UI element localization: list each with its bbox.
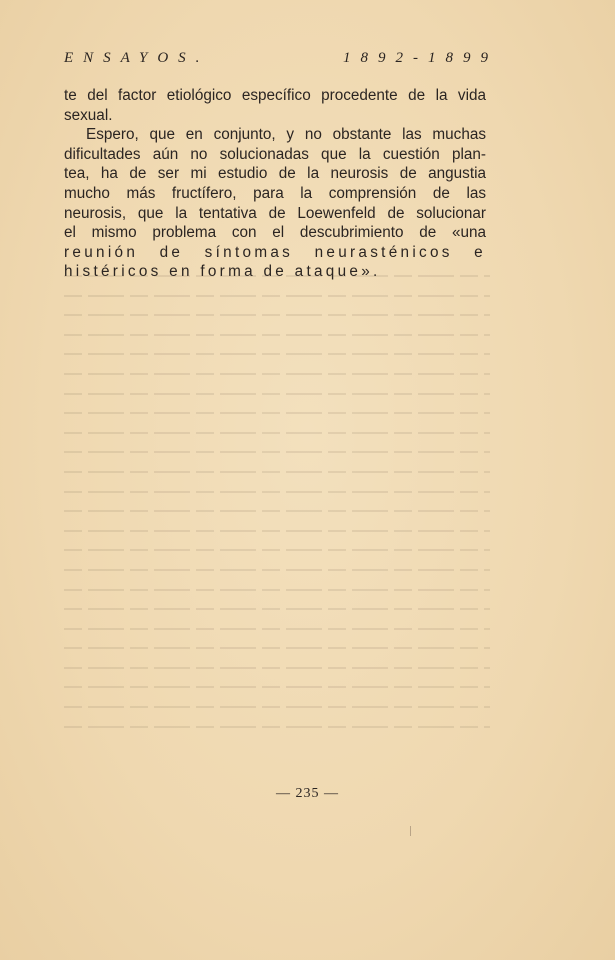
running-head-title: ENSAYOS.: [64, 50, 210, 66]
text-line-spaced: histéricos en forma de ataque».: [64, 263, 381, 281]
show-through-text: [64, 275, 490, 785]
running-head: [64, 50, 498, 67]
paper-mark: [410, 826, 411, 836]
text-line: dificultades aún no solucionadas que la cuestión plan-: [64, 145, 486, 163]
text-line: sexual.: [64, 106, 113, 124]
text-line: tea, ha de ser mi estudio de la neurosis de angustia: [64, 165, 486, 183]
text-line: Espero, que en conjunto, y no obstante las muchas: [86, 126, 486, 144]
text-line: mucho más fructífero, para la comprensión de las: [64, 184, 486, 202]
page-number: — 235 —: [276, 786, 339, 801]
body-text: [64, 86, 486, 282]
text-line: neurosis, que la tentativa de Loewenfeld de solucionar: [64, 204, 486, 222]
running-head-years: 1892-1899: [343, 50, 498, 66]
text-line: el mismo problema con el descubrimiento de «una: [64, 224, 486, 242]
text-line: te del factor etiológico específico procedente de la vida: [64, 87, 486, 104]
text-line-spaced: reunión de síntomas neurasténicos e: [64, 243, 486, 261]
